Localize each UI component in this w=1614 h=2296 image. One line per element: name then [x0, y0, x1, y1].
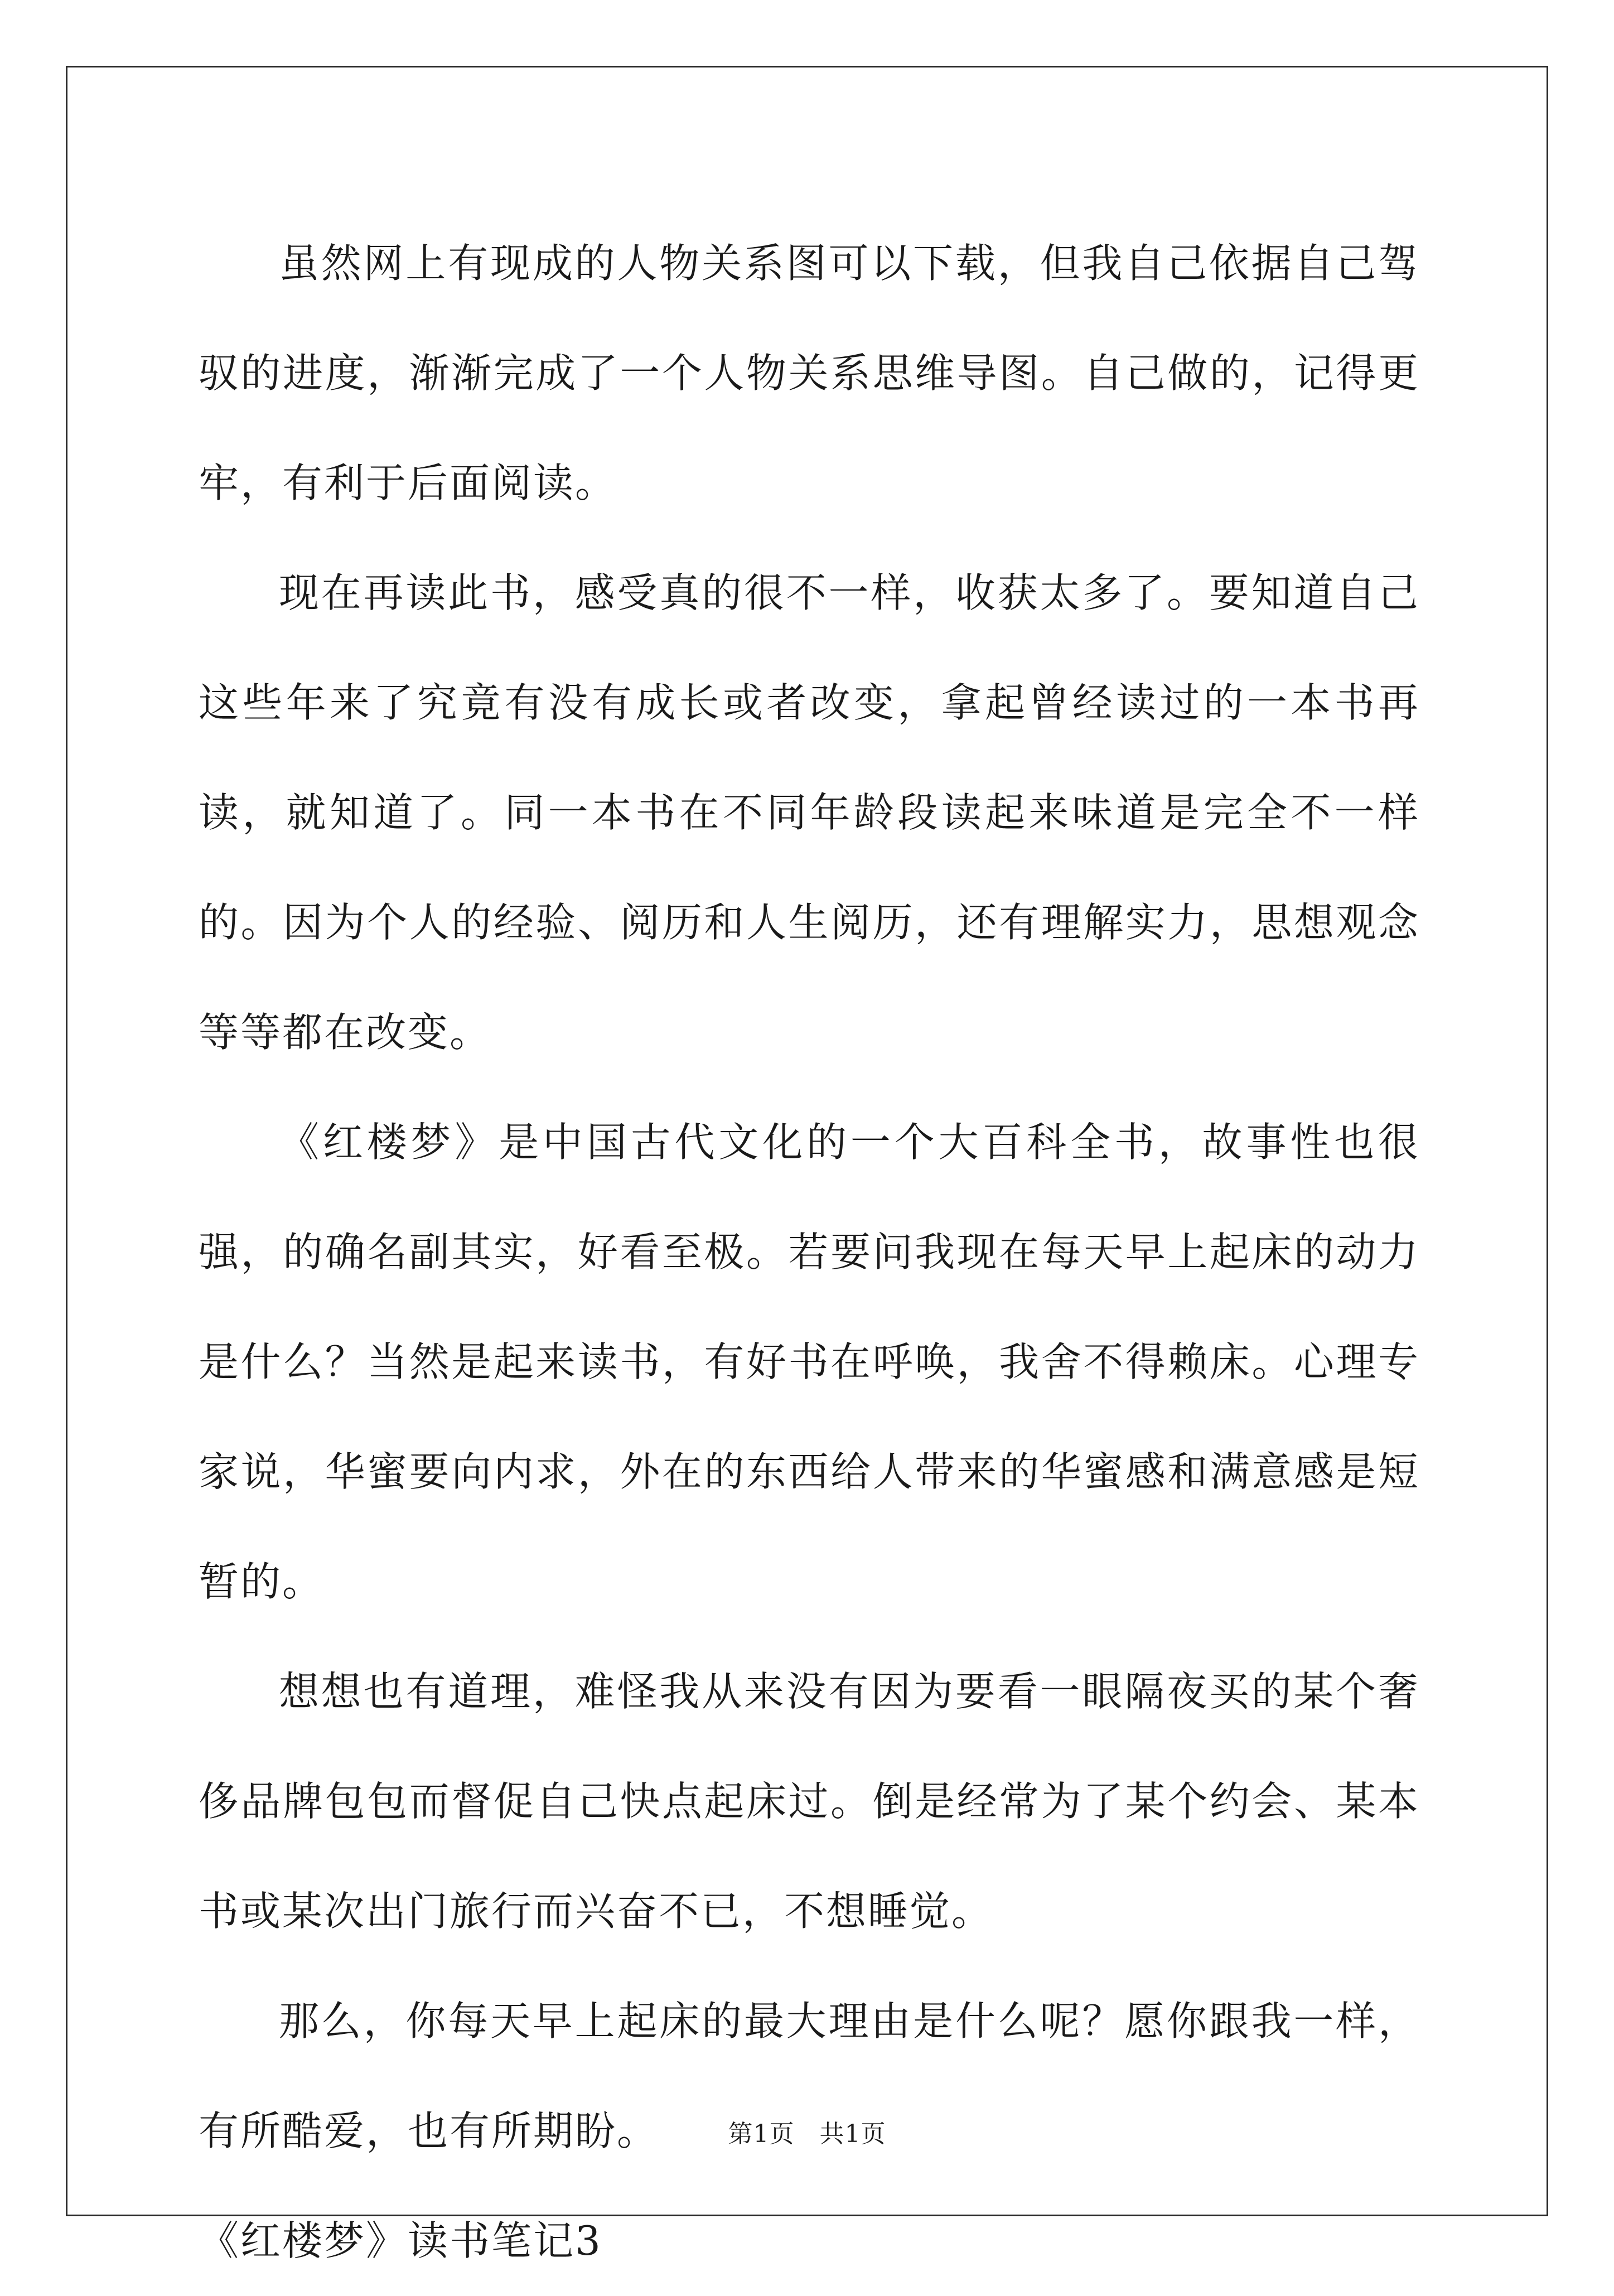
document-body: [199, 209, 1420, 2296]
paragraph: 虽然网上有现成的人物关系图可以下载，但我自己依据自己驾驭的进度，渐渐完成了一个人物关系思维导图。自己做的，记得更牢，有利于后面阅读。: [199, 240, 1420, 506]
paragraph: 《红楼梦》是中国古代文化的一个大百科全书，故事性也很强，的确名副其实，好看至极。若要问我现在每天早上起床的动力是什么？当然是起来读书，有好书在呼唤，我舍不得赖床。心理专家说，华蜜要向内求，外在的东西给人带来的华蜜感和满意感是短暂的。: [199, 1119, 1420, 1605]
section-heading: 《红楼梦》读书笔记3: [199, 2217, 602, 2264]
paragraph: 现在再读此书，感受真的很不一样，收获太多了。要知道自己这些年来了究竟有没有成长或者改变，拿起曾经读过的一本书再读，就知道了。同一本书在不同年龄段读起来味道是完全不一样的。因为个人的经验、阅历和人生阅历，还有理解实力，思想观念等等都在改变。: [199, 569, 1420, 1056]
page-footer: [0, 2114, 1614, 2149]
page-total: 共1页: [819, 2120, 886, 2148]
page-number: 第1页: [728, 2120, 795, 2148]
paragraph: 想想也有道理，难怪我从来没有因为要看一眼隔夜买的某个奢侈品牌包包而督促自己快点起床过。倒是经常为了某个约会、某本书或某次出门旅行而兴奋不已，不想睡觉。: [199, 1668, 1420, 1935]
paragraph: 那么，你每天早上起床的最大理由是什么呢？愿你跟我一样，有所酷爱，也有所期盼。: [199, 1998, 1420, 2154]
